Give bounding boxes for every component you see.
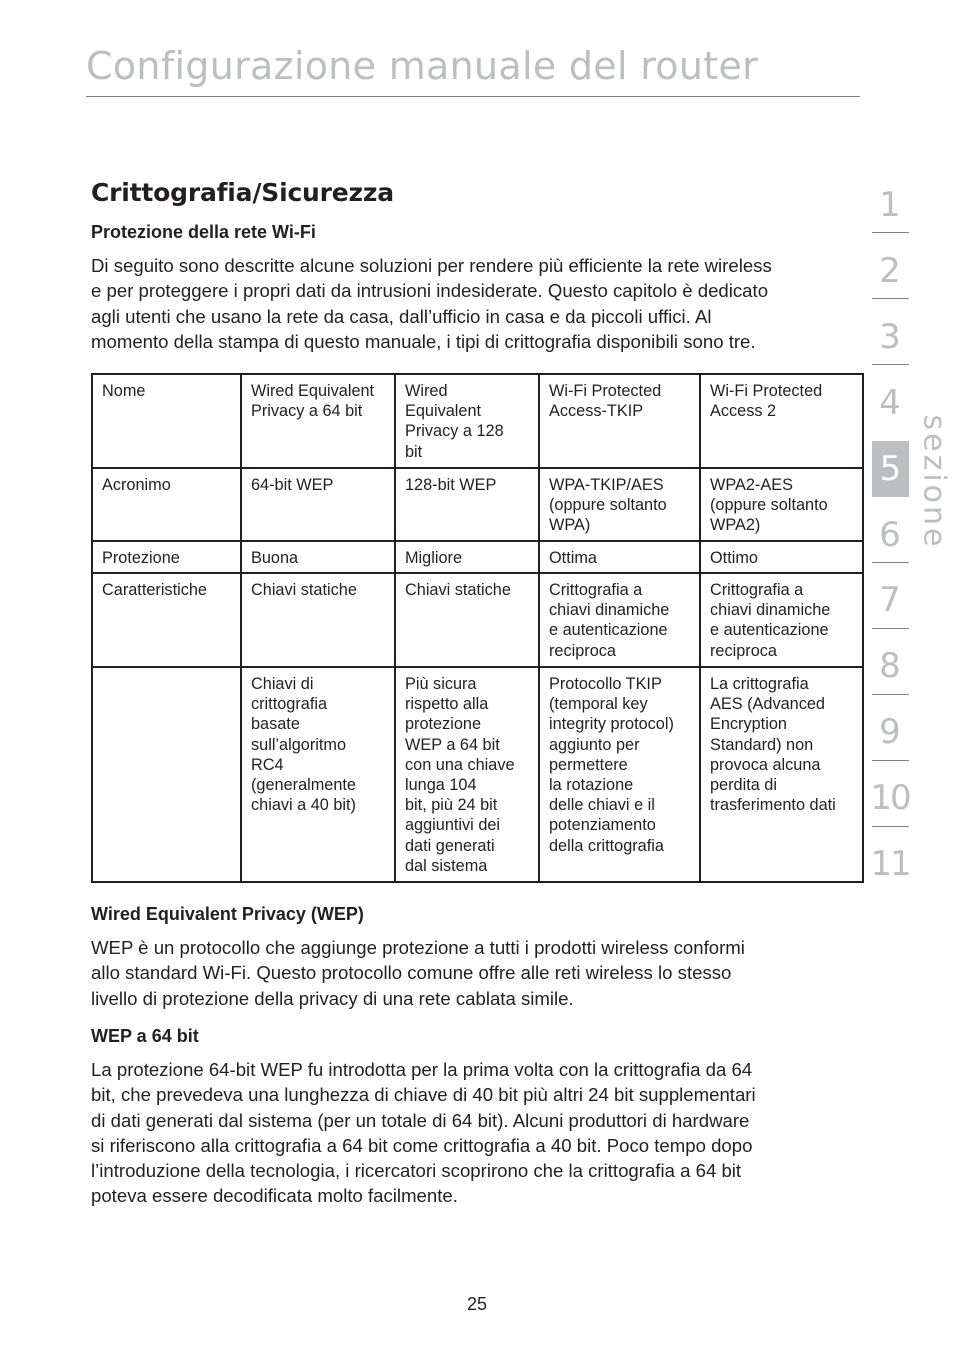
cell-text-line: reciproca [710,641,777,660]
page-number: 25 [466,1294,488,1314]
nav-divider [872,694,909,695]
cell-text-line: chiavi dinamiche [549,601,670,620]
intro-line: e per proteggere i propri dati da intrusioni indesiderate. Questo capitolo è dedicato [91,280,769,302]
table-row [92,573,863,667]
cell-text-line: (generalmente [251,776,356,795]
cell-text-line: protezione [405,715,482,734]
cell-text-line: Wired [405,382,448,400]
wep64-line: bit, che prevedeva una lunghezza di chiave di 40 bit più altri 24 bit supplementari [91,1084,756,1106]
wep64-line: di dati generati dal sistema (per un totale di 64 bit). Alcuni produttori di hardware [91,1109,750,1131]
section-nav-item-5-label: 5 [879,449,902,489]
section-nav-item-10[interactable]: 10 [870,778,910,818]
table-row [92,374,863,468]
cell-text-line: Wi-Fi Protected [549,382,662,400]
intro-line: Di seguito sono descritte alcune soluzioni per rendere più efficiente la rete wireless [91,255,772,276]
section-label-vertical [912,414,954,550]
cell-text-line: Privacy a 128 [405,422,504,441]
cell-text-line: Ottimo [710,549,758,567]
cell-text-line: (oppure soltanto [710,496,828,515]
wep64-line: poteva essere decodificata molto facilmente. [91,1185,458,1207]
page-header-title: Configurazione manuale del router [86,44,759,88]
cell-text-line: delle chiavi e il [549,796,655,815]
table-cell [700,573,863,667]
table-cell [700,541,863,573]
intro-line: agli utenti che usano la rete da casa, dall’ufficio in casa e da piccoli uffici. Al [91,305,712,327]
wep64-heading: WEP a 64 bit [91,1026,199,1046]
cell-text-line: AES (Advanced [710,695,825,714]
table-cell [241,541,395,573]
cell-text-line: Crittografia a [710,581,804,599]
cell-text-line: RC4 [251,755,284,774]
table-cell [241,667,395,882]
cell-text-line: Protezione [102,549,180,567]
cell-text-line: bit, più 24 bit [405,796,498,815]
cell-text-line: WPA2) [710,516,761,535]
nav-divider [872,760,909,761]
cell-text-line: 64-bit WEP [251,476,334,494]
cell-text-line: reciproca [549,641,616,660]
cell-text-line: La crittografia [710,675,809,693]
wep64-paragraph [91,1057,866,1209]
nav-divider [872,562,909,563]
table-row-header [92,667,241,882]
cell-text-line: Access 2 [710,402,777,421]
table-cell [395,374,539,468]
cell-text-line: Nome [102,382,146,400]
section-nav-item-4[interactable]: 4 [879,383,901,423]
cell-text-line: Crittografia a [549,581,643,599]
cell-text-line: e autenticazione [710,621,829,640]
cell-text-line: (temporal key [549,695,648,714]
cell-text-line: dal sistema [405,856,488,875]
cell-text-line: WPA-TKIP/AES [549,476,664,494]
cell-text-line: Protocollo TKIP [549,675,662,693]
intro-line: momento della stampa di questo manuale, i tipi di crittografia disponibili sono tre. [91,330,756,352]
table-cell [395,468,539,541]
cell-text-line: Più sicura [405,675,477,693]
cell-text-line: Chiavi statiche [251,581,357,599]
wep64-line: l’introduzione della tecnologia, i ricercatori scoprirono che la crittografia a 64 bit [91,1160,742,1182]
encryption-table-body [92,374,863,882]
wep64-line: si riferiscono alla crittografia a 64 bit come crittografia a 40 bit. Poco tempo dopo [91,1134,753,1156]
table-row-header [92,573,241,667]
table-cell [395,667,539,882]
cell-text-line: basate [251,715,300,734]
cell-text-line: bit [405,442,423,461]
cell-text-line: aggiunto per [549,735,640,754]
wep-paragraph [91,935,866,1011]
nav-divider [872,628,909,629]
cell-text-line: WPA) [549,516,591,535]
cell-text-line: Ottima [549,549,597,567]
section-subtitle: Protezione della rete Wi-Fi [91,222,316,242]
cell-text-line: provoca alcuna [710,755,821,774]
encryption-table [91,373,864,883]
cell-text-line: della crittografia [549,836,664,855]
table-cell [395,541,539,573]
section-nav-item-6[interactable]: 6 [879,515,901,555]
cell-text-line: Acronimo [102,476,171,494]
cell-text-line: aggiuntivi dei [405,816,501,835]
table-cell [700,468,863,541]
cell-text-line: Chiavi di [251,675,314,693]
cell-text-line: Wired Equivalent [251,382,375,400]
table-row-header [92,374,241,468]
table-row-header [92,468,241,541]
wep-line: livello di protezione della privacy di una rete cablata simile. [91,987,574,1009]
table-cell [241,374,395,468]
cell-text-line: la rotazione [549,776,634,795]
section-label-text: sezione [916,414,952,550]
table-cell [539,573,700,667]
cell-text-line: e autenticazione [549,621,668,640]
cell-text-line: lunga 104 [405,776,477,795]
cell-text-line: chiavi dinamiche [710,601,831,620]
cell-text-line: Equivalent [405,402,482,421]
section-title: Crittografia/Sicurezza [91,178,394,207]
cell-text-line: Buona [251,549,299,567]
cell-text-line: trasferimento dati [710,796,836,815]
cell-text-line: con una chiave [405,755,515,774]
cell-text-line: Privacy a 64 bit [251,402,363,421]
cell-text-line: dati generati [405,836,495,855]
wep64-line: La protezione 64-bit WEP fu introdotta per la prima volta con la crittografia da 64 [91,1059,753,1080]
cell-text-line: integrity protocol) [549,715,674,734]
section-nav-item-11[interactable]: 11 [870,844,910,884]
cell-text-line: WPA2-AES [710,476,793,494]
cell-text-line: Standard) non [710,735,814,754]
section-nav-item-8[interactable]: 8 [879,646,901,686]
nav-divider [872,364,909,365]
table-cell [539,374,700,468]
table-cell [539,468,700,541]
table-row [92,667,863,882]
table-row-header [92,541,241,573]
table-row [92,468,863,541]
cell-text-line: WEP a 64 bit [405,735,500,754]
wep-heading: Wired Equivalent Privacy (WEP) [91,904,364,924]
table-cell [700,374,863,468]
nav-divider [872,232,909,233]
nav-divider [872,826,909,827]
table-cell [700,667,863,882]
table-cell [539,667,700,882]
table-row [92,541,863,573]
table-cell [241,468,395,541]
cell-text-line: Chiavi statiche [405,581,511,599]
cell-text-line: permettere [549,755,628,774]
cell-text-line: crittografia [251,695,328,714]
cell-text-line: perdita di [710,776,777,795]
cell-text-line: 128-bit WEP [405,476,497,494]
section-nav-item-9[interactable]: 9 [879,712,901,752]
section-nav-item-7[interactable]: 7 [879,580,901,620]
section-nav-item-5-active[interactable] [872,441,909,497]
cell-text-line: (oppure soltanto [549,496,667,515]
table-cell [395,573,539,667]
cell-text-line: Wi-Fi Protected [710,382,823,400]
cell-text-line: sull’algoritmo [251,735,347,754]
cell-text-line: chiavi a 40 bit) [251,796,356,815]
section-nav-item-3[interactable]: 3 [879,317,901,357]
cell-text-line: Access-TKIP [549,402,644,421]
cell-text-line: Migliore [405,549,463,567]
wep-line: allo standard Wi-Fi. Questo protocollo comune offre alle reti wireless lo stesso [91,962,732,984]
table-cell [241,573,395,667]
nav-divider [872,298,909,299]
table-cell [539,541,700,573]
wep-line: WEP è un protocollo che aggiunge protezione a tutti i prodotti wireless conformi [91,937,745,958]
section-nav-item-1[interactable]: 1 [879,185,901,225]
cell-text-line: rispetto alla [405,695,489,714]
cell-text-line: Caratteristiche [102,581,207,599]
cell-text-line: Encryption [710,715,787,734]
section-nav-item-2[interactable]: 2 [879,251,901,291]
cell-text-line: potenziamento [549,816,656,835]
intro-paragraph [91,253,866,354]
header-divider [86,96,860,97]
